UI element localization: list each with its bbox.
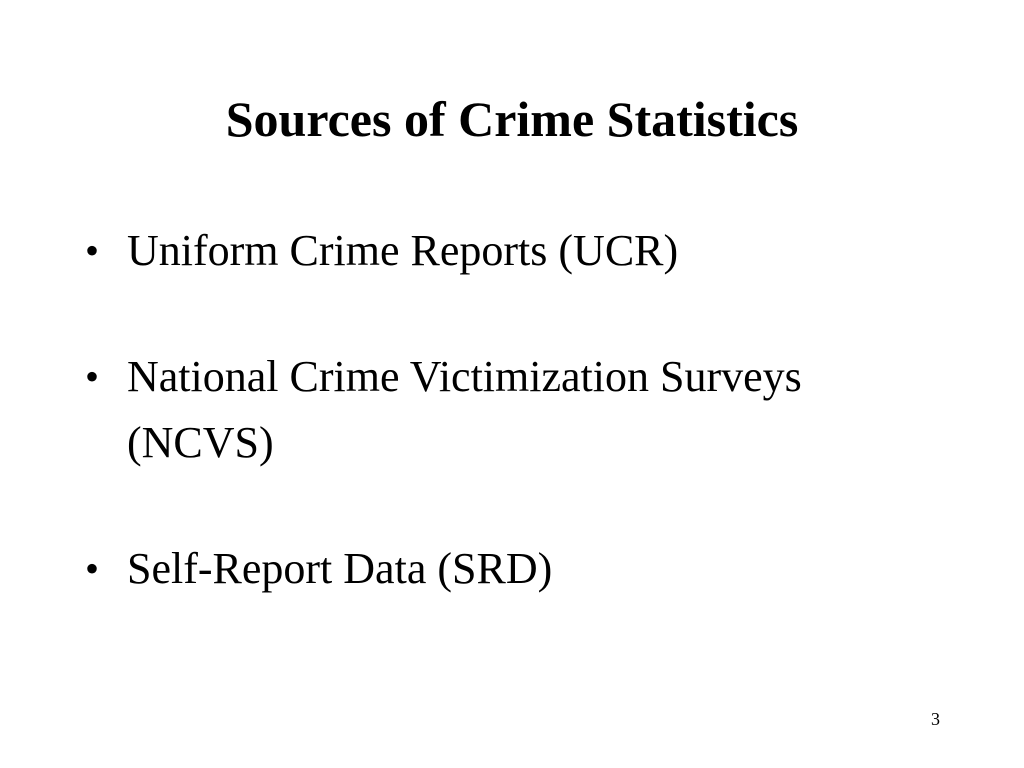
bullet-dot-icon: • — [85, 354, 100, 399]
bullet-text: Self-Report Data (SRD) — [127, 544, 553, 593]
bullet-dot-icon: • — [85, 546, 100, 591]
bullet-list — [85, 218, 945, 602]
bullet-dot-icon: • — [85, 228, 100, 273]
bullet-text: Uniform Crime Reports (UCR) — [127, 226, 679, 275]
bullet-item-ucr — [85, 218, 945, 284]
bullet-item-srd — [85, 536, 945, 602]
slide-number: 3 — [931, 709, 940, 729]
slide-title: Sources of Crime Statistics — [225, 91, 799, 147]
bullet-text: National Crime Victimization Surveys (NCVS) — [127, 352, 802, 467]
bullet-item-ncvs — [85, 344, 945, 476]
